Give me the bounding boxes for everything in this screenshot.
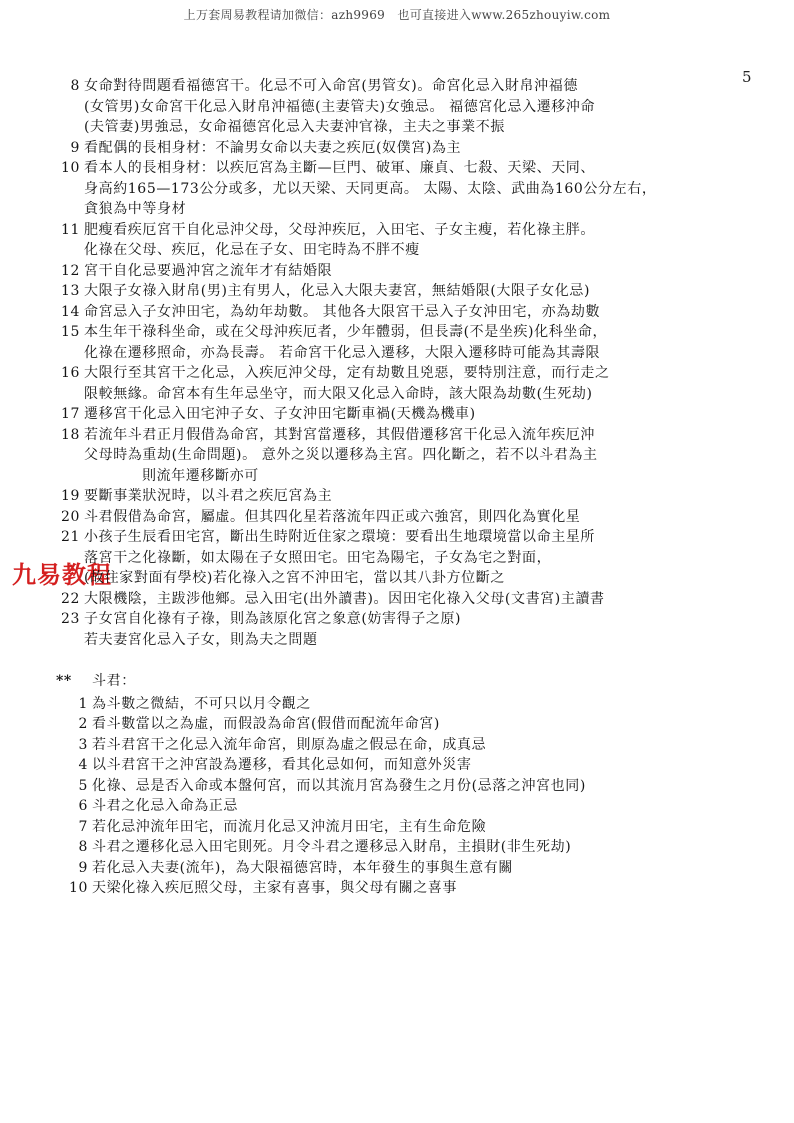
list-item — [56, 425, 776, 487]
item-line: 看本人的長相身材：以疾厄宮為主斷—巨門、破軍、廉貞、七殺、天梁、天同、 — [84, 160, 595, 176]
item-body — [92, 776, 776, 797]
list-item — [68, 878, 776, 899]
item-body — [92, 714, 776, 735]
list-item — [68, 796, 776, 817]
item-line: 大限機陰，主跋涉他鄉。忌入田宅(出外讀書)。因田宅化祿入父母(文書宮)主讀書 — [84, 590, 605, 607]
item-number: 21 — [60, 529, 80, 545]
item-number: 16 — [60, 365, 80, 381]
item-number: 23 — [60, 611, 80, 627]
document-body — [56, 76, 776, 899]
item-body — [84, 507, 776, 528]
item-body — [84, 76, 776, 138]
item-number: 18 — [60, 426, 80, 443]
item-body — [84, 425, 776, 487]
list-item — [56, 158, 776, 220]
item-line: 遷移宮干化忌入田宅沖子女、子女沖田宅斷車禍(天機為機車) — [84, 406, 476, 422]
list-item — [68, 837, 776, 858]
item-number: 3 — [78, 736, 88, 753]
item-number: 11 — [60, 221, 80, 238]
item-number: 10 — [68, 880, 88, 896]
list-item — [68, 858, 776, 879]
item-line: 貪狼為中等身材 — [84, 201, 187, 217]
item-line: 子女宮自化祿有子祿，則為該原化宮之象意(妨害得子之原) — [84, 611, 462, 627]
list-item — [56, 220, 776, 261]
item-body — [92, 837, 776, 858]
item-body — [92, 817, 776, 838]
item-line: 父母時為重劫(生命問題)。 意外之災以遷移為主宮。四化斷之，若不以斗君為主 — [84, 447, 598, 463]
list-item — [56, 302, 776, 323]
list-item — [56, 486, 776, 507]
item-line: 落宮干之化祿斷，如太陽在子女照田宅。田宅為陽宅，子女為宅之對面， — [84, 549, 552, 566]
item-line: 看斗數當以之為虛，而假設為命宮(假借而配流年命宮) — [92, 716, 440, 732]
item-line: 為斗數之微結，不可只以月令觀之 — [92, 695, 311, 712]
item-line: 限較無緣。命宮本有生年忌坐守，而大限又化忌入命時，該大限為劫數(生死劫) — [84, 385, 593, 402]
item-body — [84, 220, 776, 261]
item-body — [84, 138, 776, 159]
item-number: 9 — [78, 859, 88, 876]
item-line: 宮干自化忌要過沖宮之流年才有結婚限 — [84, 262, 333, 279]
item-line: 若化忌沖流年田宅，而流月化忌又沖流月田宅，主有生命危險 — [92, 818, 487, 835]
list-item — [56, 138, 776, 159]
item-body — [84, 589, 776, 610]
list-item — [56, 322, 776, 363]
item-line: 命宮忌入子女沖田宅，為幼年劫數。 其他各大限宮干忌入子女沖田宅，亦為劫數 — [84, 303, 601, 320]
section-list — [68, 694, 776, 899]
item-line: 若流年斗君正月假借為命宮，其對宮當遷移，其假借遷移宮干化忌入流年疾厄沖 — [84, 426, 595, 443]
item-line: 大限行至其宮干之化忌，入疾厄沖父母，定有劫數且兇惡，要特別注意，而行走之 — [84, 365, 610, 381]
list-item — [56, 261, 776, 282]
item-body — [84, 527, 776, 589]
item-body — [84, 322, 776, 363]
item-line: 天梁化祿入疾厄照父母，主家有喜事，與父母有關之喜事 — [92, 880, 457, 896]
item-body — [92, 858, 776, 879]
list-item — [68, 776, 776, 797]
section-heading — [56, 671, 776, 692]
item-line: 女命對待問題看福德宮干。化忌不可入命宮(男管女)。命宮化忌入財帛沖福德 — [84, 78, 578, 94]
item-line: (女管男)女命宮干化忌入財帛沖福德(主妻管夫)女強忌。 福德宮化忌入遷移沖命 — [84, 98, 596, 115]
item-number: 14 — [60, 303, 80, 320]
item-line: (夫管妻)男強忌，女命福德宮化忌入夫妻沖官祿，主夫之事業不振 — [84, 119, 505, 135]
item-body — [84, 363, 776, 404]
item-number: 5 — [78, 777, 88, 794]
item-body — [84, 261, 776, 282]
item-line: 肥瘦看疾厄宮干自化忌沖父母，父母沖疾厄，入田宅、子女主瘦，若化祿主胖。 — [84, 221, 595, 238]
item-number: 9 — [70, 139, 80, 156]
item-body — [92, 878, 776, 899]
item-body — [84, 158, 776, 220]
item-number: 13 — [60, 283, 80, 299]
item-line: 若斗君宮干之化忌入流年命宮，則原為虛之假忌在命，成真忌 — [92, 736, 487, 753]
item-line: 斗君之化忌入命為正忌 — [92, 798, 238, 814]
page-number: 5 — [742, 68, 752, 86]
item-line: 本生年干祿科坐命，或在父母沖疾厄者，少年體弱，但長壽(不是坐疾)化科坐命， — [84, 324, 608, 340]
item-body — [92, 694, 776, 715]
item-line: 看配偶的長相身材：不論男女命以夫妻之疾厄(奴僕宮)為主 — [84, 139, 462, 156]
list-item — [56, 507, 776, 528]
list-item — [56, 527, 776, 589]
item-body — [84, 609, 776, 650]
item-body — [92, 796, 776, 817]
section-title: 斗君： — [92, 673, 136, 689]
list-item — [68, 735, 776, 756]
item-number: 8 — [70, 78, 80, 94]
watermark-header: 上万套周易教程请加微信：azh9969 也可直接进入www.265zhouyiw.com — [183, 8, 611, 22]
list-item — [68, 817, 776, 838]
numbered-list — [56, 76, 776, 650]
red-stamp-logo: 九易教程 — [12, 561, 112, 589]
list-item — [56, 589, 776, 610]
item-body — [92, 735, 776, 756]
item-line: 化祿在遷移照命，亦為長壽。 若命宮干化忌入遷移，大限入遷移時可能為其壽限 — [84, 344, 601, 361]
item-line: 要斷事業狀況時，以斗君之疾厄宮為主 — [84, 488, 333, 504]
item-line: 身高約165—173公分或多，尤以天梁、天同更高。 太陽、太陰、武曲為160公分左右， — [84, 180, 657, 197]
item-line: 化祿在父母、疾厄，化忌在子女、田宅時為不胖不瘦 — [84, 242, 420, 258]
item-body — [92, 755, 776, 776]
item-line: 則流年遷移斷亦可 — [142, 467, 259, 484]
item-number: 10 — [60, 160, 80, 176]
item-number: 12 — [60, 262, 80, 279]
item-line: 斗君之遷移化忌入田宅則死。月令斗君之遷移忌入財帛，主損財(非生死劫) — [92, 839, 572, 855]
list-item — [68, 714, 776, 735]
item-number: 8 — [78, 839, 88, 855]
item-line: 斗君假借為命宮，屬虛。但其四化星若落流年四正或六強宮，則四化為實化星 — [84, 508, 581, 525]
item-body — [84, 404, 776, 425]
item-number: 19 — [60, 488, 80, 504]
item-number: 2 — [78, 716, 88, 732]
item-line: 化祿、忌是否入命或本盤何宮，而以其流月宮為發生之月份(忌落之沖宮也同) — [92, 777, 586, 794]
item-body — [84, 486, 776, 507]
item-number: 6 — [78, 798, 88, 814]
section-marker: ** — [56, 673, 72, 689]
item-number: 1 — [78, 695, 88, 712]
item-body — [84, 281, 776, 302]
item-number: 15 — [60, 324, 80, 340]
item-number: 4 — [78, 757, 88, 773]
list-item — [56, 363, 776, 404]
item-line: 小孩子生辰看田宅宮，斷出生時附近住家之環境：要看出生地環境當以命主星所 — [84, 529, 595, 545]
list-item — [68, 755, 776, 776]
list-item — [56, 404, 776, 425]
item-line: 大限子女祿入財帛(男)主有男人，化忌入大限夫妻宮，無結婚限(大限子女化忌) — [84, 283, 591, 299]
item-number: 22 — [60, 590, 80, 607]
item-number: 7 — [78, 818, 88, 835]
list-item — [56, 609, 776, 650]
list-item — [56, 281, 776, 302]
item-line: 以斗君宮干之沖宮設為遷移，看其化忌如何，而知意外災害 — [92, 757, 472, 773]
list-item — [68, 694, 776, 715]
item-number: 20 — [60, 508, 80, 525]
list-item — [56, 76, 776, 138]
item-line: 若化忌入夫妻(流年)，為大限福德宮時，本年發生的事與生意有關 — [92, 859, 513, 876]
item-number: 17 — [60, 406, 80, 422]
item-line: (故住家對面有學校)若化祿入之宮不沖田宅，當以其八卦方位斷之 — [84, 570, 505, 586]
item-body — [84, 302, 776, 323]
item-line: 若夫妻宮化忌入子女，則為夫之問題 — [84, 631, 318, 648]
